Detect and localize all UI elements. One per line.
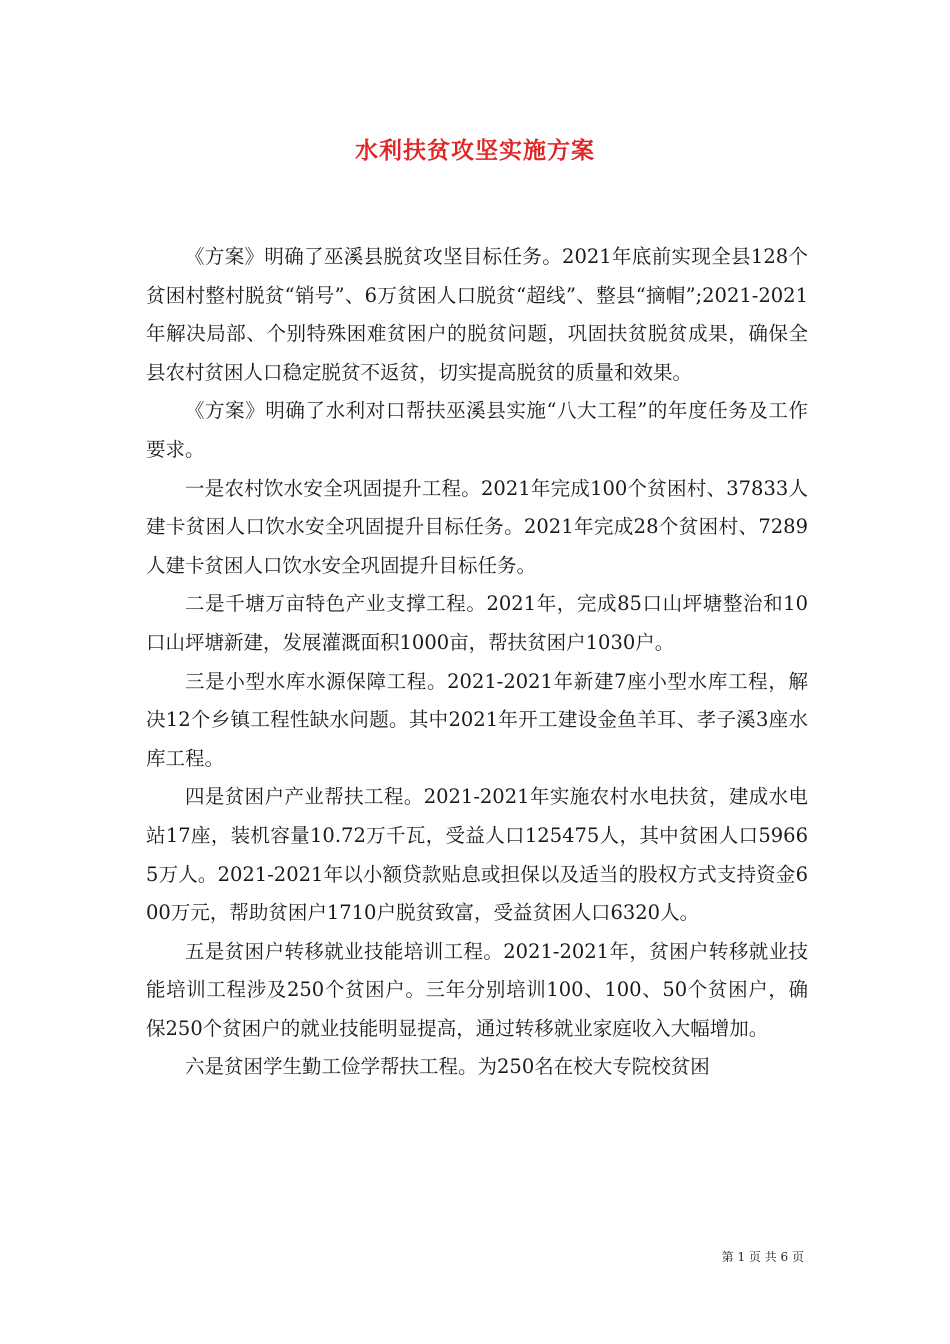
paragraph-8: 六是贫困学生勤工俭学帮扶工程。为250名在校大专院校贫困 bbox=[185, 1055, 710, 1079]
paragraph-4: 二是千塘万亩特色产业支撑工程。2021年，完成85口山坪塘整治和10口山坪塘新建，发展灌溉面积1000亩，帮扶贫困户1030户。 bbox=[146, 592, 808, 654]
paragraph-6: 四是贫困户产业帮扶工程。2021-2021年实施农村水电扶贫，建成水电站17座，装机容量10.72万千瓦，受益人口125475人，其中贫困人口59665万人。2021-2021年以小额贷款贴息或担保以及适当的股权方式支持资金600万元，帮助贫困户1710户脱贫致富，受益贫困人口6320人。 bbox=[146, 785, 808, 925]
paragraph-7: 五是贫困户转移就业技能培训工程。2021-2021年，贫困户转移就业技能培训工程涉及250个贫困户。三年分别培训100、100、50个贫困户，确保250个贫困户的就业技能明显提高，通过转移就业家庭收入大幅增加。 bbox=[146, 939, 808, 1040]
paragraph-3: 一是农村饮水安全巩固提升工程。2021年完成100个贫困村、37833人建卡贫困人口饮水安全巩固提升目标任务。2021年完成28个贫困村、7289人建卡贫困人口饮水安全巩固提升目标任务。 bbox=[146, 476, 808, 577]
document-title: 水利扶贫攻坚实施方案 bbox=[355, 137, 595, 164]
paragraph-1: 《方案》明确了巫溪县脱贫攻坚目标任务。2021年底前实现全县128个贫困村整村脱贫“销号”、6万贫困人口脱贫“超线”、整县“摘帽”;2021-2021年解决局部、个别特殊困难贫困户的脱贫问题，巩固扶贫脱贫成果，确保全县农村贫困人口稳定脱贫不返贫，切实提高脱贫的质量和效果。 bbox=[146, 245, 808, 384]
document-body bbox=[146, 238, 808, 1087]
page-number: 第 1 页 共 6 页 bbox=[721, 1250, 804, 1264]
paragraph-2: 《方案》明确了水利对口帮扶巫溪县实施“八大工程”的年度任务及工作要求。 bbox=[146, 399, 808, 461]
paragraph-5: 三是小型水库水源保障工程。2021-2021年新建7座小型水库工程，解决12个乡镇工程性缺水问题。其中2021年开工建设金鱼羊耳、孝子溪3座水库工程。 bbox=[146, 669, 808, 770]
